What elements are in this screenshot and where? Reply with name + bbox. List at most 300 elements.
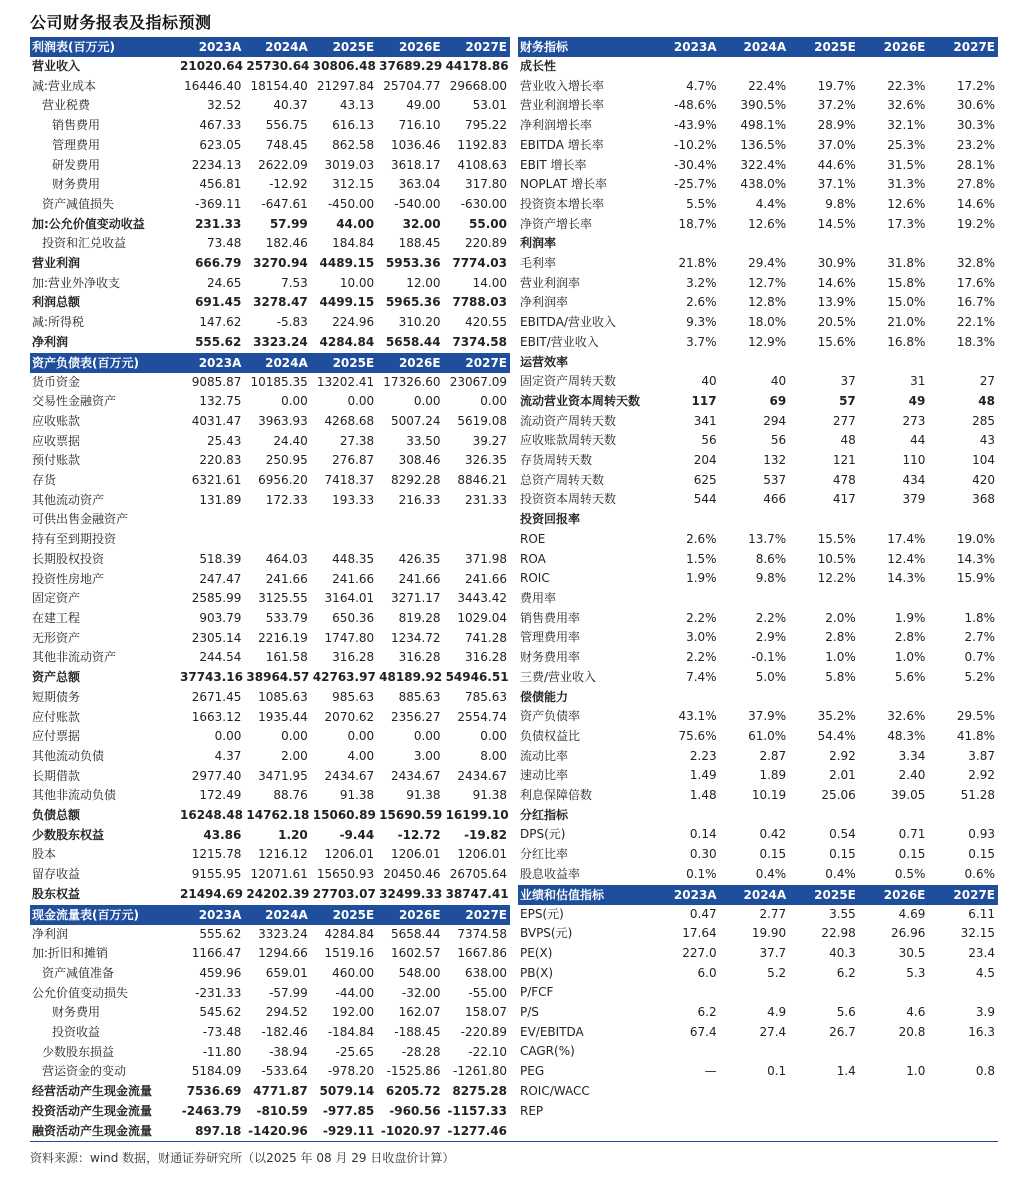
cell-2023A: 2977.40 — [191, 768, 242, 783]
cell-2024A: 37.7 — [759, 945, 787, 960]
cell-2025E: 91.38 — [339, 788, 375, 803]
left-table-row — [30, 215, 510, 235]
cell-2026E: 2356.27 — [390, 709, 441, 724]
cell-2026E — [859, 234, 929, 254]
right-table-row — [518, 707, 998, 727]
cell-2024A: -810.59 — [256, 1103, 308, 1118]
cell-2023A — [650, 1042, 720, 1062]
cell-2027E: 54946.51 — [445, 670, 509, 685]
row-label: 投资资本周转天数 — [520, 492, 617, 507]
cell-2026E: 1.0% — [894, 650, 926, 665]
row-label: 投资活动产生现金流量 — [32, 1103, 153, 1118]
cell-2025E: 7418.37 — [324, 473, 375, 488]
row-label: 长期借款 — [32, 768, 81, 783]
cell-2025E: 54.4% — [817, 728, 856, 743]
row-label: 可供出售金融资产 — [32, 512, 129, 527]
cell-2024A: 4.4% — [755, 196, 787, 211]
cell-2023A: 16446.40 — [184, 78, 242, 93]
row-label: 营业税费 — [42, 98, 91, 113]
cell-2023A: 1663.12 — [191, 709, 242, 724]
right-table-row — [518, 1062, 998, 1082]
cell-2024A: -647.61 — [261, 196, 308, 211]
cell-2023A: 25.43 — [207, 433, 242, 448]
cell-2025E: 3164.01 — [324, 591, 375, 606]
left-table-row — [30, 116, 510, 136]
cell-2024A: 2024A — [244, 37, 310, 57]
cell-2025E: 0.00 — [347, 729, 375, 744]
cell-2025E — [789, 1102, 859, 1122]
cell-2023A: 40 — [701, 374, 717, 389]
cell-2024A: -0.1% — [751, 650, 787, 665]
row-label: 资产总额 — [32, 670, 81, 685]
cell-2027E — [928, 983, 998, 1003]
cell-2023A: 247.47 — [199, 571, 242, 586]
cell-2025E: 0.00 — [347, 394, 375, 409]
cell-2026E: 5.3 — [906, 965, 926, 980]
cell-2027E: 2.92 — [968, 768, 995, 783]
right-column — [518, 37, 998, 1121]
cell-2027E: 53.01 — [472, 98, 507, 113]
cell-2023A — [650, 1102, 720, 1122]
cell-2024A: 556.75 — [265, 118, 308, 133]
cell-2027E — [928, 806, 998, 826]
cell-2024A: 294.52 — [265, 1005, 308, 1020]
cell-2024A: 40.37 — [273, 98, 308, 113]
cell-2024A: 241.66 — [265, 571, 308, 586]
row-label: 速动比率 — [520, 768, 569, 783]
right-table-row — [518, 609, 998, 629]
row-label: 投资性房地产 — [32, 571, 105, 586]
cell-2024A: 12071.61 — [250, 867, 308, 882]
right-table-row — [518, 333, 998, 353]
cell-2024A: 19.90 — [751, 926, 787, 941]
cell-2024A: 3323.24 — [253, 334, 308, 349]
cell-2026E: 316.28 — [398, 650, 441, 665]
row-label: 资产减值准备 — [42, 965, 115, 980]
cell-2023A: 1.5% — [686, 551, 717, 566]
cell-2023A: 5.5% — [686, 196, 717, 211]
cell-2025E: 4499.15 — [319, 295, 375, 310]
row-label: 净利润 — [32, 926, 69, 941]
cell-2024A: 537 — [763, 472, 787, 487]
cell-2026E: 308.46 — [398, 453, 441, 468]
right-table-row — [518, 471, 998, 491]
row-label: 利润表(百万元) — [30, 37, 178, 57]
left-table-row — [30, 668, 510, 688]
cell-2023A — [178, 530, 244, 550]
right-table-row — [518, 865, 998, 885]
left-section-header — [30, 905, 510, 925]
cell-2026E: 0.00 — [413, 729, 441, 744]
cell-2026E: 32.6% — [887, 709, 926, 724]
cell-2023A: 1.49 — [689, 768, 717, 783]
cell-2025E: 14.6% — [817, 275, 856, 290]
left-section-header — [30, 37, 510, 57]
cell-2026E: 48.3% — [887, 728, 926, 743]
cell-2027E: 44178.86 — [445, 59, 509, 73]
cell-2025E: 650.36 — [332, 610, 375, 625]
left-column — [30, 37, 510, 1141]
right-table-row — [518, 274, 998, 294]
left-table-row — [30, 925, 510, 945]
cell-2023A: 897.18 — [195, 1123, 242, 1138]
cell-2025E: 25.06 — [821, 788, 856, 803]
row-label: 销售费用率 — [520, 610, 581, 625]
cell-2026E: 44 — [910, 433, 926, 448]
cell-2024A: 13.7% — [748, 531, 787, 546]
cell-2026E — [859, 1102, 929, 1122]
cell-2026E: 379 — [902, 492, 926, 507]
cell-2027E: 5619.08 — [457, 413, 507, 428]
source-note: 资料来源：wind 数据，财通证券研究所（以2025 年 08 月 29 日收盘价计算） — [30, 1151, 455, 1165]
cell-2026E: 32.1% — [887, 118, 926, 133]
cell-2024A: -182.46 — [261, 1025, 308, 1040]
cell-2026E: 15690.59 — [379, 808, 443, 823]
cell-2027E: 638.00 — [465, 965, 507, 980]
cell-2025E: 42763.97 — [312, 670, 376, 685]
cell-2025E: 478 — [832, 472, 856, 487]
cell-2023A — [650, 806, 720, 826]
row-label: 预付账款 — [32, 453, 81, 468]
row-label: 少数股东权益 — [32, 827, 105, 842]
cell-2023A — [650, 57, 720, 77]
cell-2024A: 2024A — [244, 905, 310, 925]
left-financial-table — [30, 37, 510, 1141]
cell-2026E: 1036.46 — [390, 137, 441, 152]
cell-2025E: 43.13 — [339, 98, 375, 113]
cell-2026E: 32.00 — [402, 216, 441, 231]
cell-2024A: 5.0% — [755, 669, 787, 684]
cell-2027E — [928, 57, 998, 77]
right-table-row — [518, 372, 998, 392]
left-table-row — [30, 885, 510, 905]
cell-2027E: 29.5% — [956, 709, 995, 724]
cell-2027E — [928, 234, 998, 254]
cell-2024A: 466 — [763, 492, 787, 507]
cell-2024A: 161.58 — [265, 650, 308, 665]
cell-2026E: -28.28 — [401, 1044, 441, 1059]
right-table-row — [518, 1102, 998, 1122]
cell-2023A: -369.11 — [195, 196, 242, 211]
cell-2025E — [789, 983, 859, 1003]
cell-2023A: 32.52 — [207, 98, 242, 113]
cell-2024A: 2216.19 — [258, 630, 308, 645]
cell-2023A: 518.39 — [199, 551, 242, 566]
cell-2023A: 4.7% — [686, 78, 717, 93]
row-label: 固定资产 — [32, 591, 81, 606]
cell-2026E: 2026E — [859, 37, 929, 57]
cell-2026E: 0.15 — [898, 847, 926, 862]
cell-2024A: 1216.12 — [258, 847, 308, 862]
cell-2027E: 317.80 — [465, 177, 507, 192]
cell-2027E: 6.11 — [968, 906, 995, 921]
cell-2026E — [859, 806, 929, 826]
cell-2023A: 555.62 — [195, 334, 242, 349]
cell-2025E: 2025E — [789, 885, 859, 905]
left-table-row — [30, 274, 510, 294]
right-table-row — [518, 628, 998, 648]
cell-2023A: 43.1% — [678, 709, 717, 724]
cell-2024A: -5.83 — [276, 315, 308, 330]
cell-2025E: 1.4 — [836, 1064, 856, 1079]
row-label: 净资产增长率 — [520, 216, 593, 231]
right-table-row — [518, 175, 998, 195]
cell-2024A: 0.15 — [759, 847, 787, 862]
cell-2025E: 0.15 — [829, 847, 856, 862]
cell-2026E: 434 — [902, 472, 926, 487]
row-label: 长期股权投资 — [32, 551, 105, 566]
cell-2024A: 172.33 — [265, 492, 308, 507]
cell-2025E: 19.7% — [817, 78, 856, 93]
cell-2024A: 464.03 — [265, 551, 308, 566]
cell-2023A — [650, 510, 720, 530]
cell-2023A: 131.89 — [199, 492, 242, 507]
cell-2024A: 25730.64 — [246, 59, 310, 73]
left-table-row — [30, 254, 510, 274]
cell-2025E: 192.00 — [332, 1005, 375, 1020]
cell-2027E: -220.89 — [460, 1025, 507, 1040]
cell-2025E: -450.00 — [327, 196, 375, 211]
cell-2023A: 9155.95 — [191, 867, 242, 882]
cell-2026E: -540.00 — [394, 196, 441, 211]
cell-2025E: 2025E — [789, 37, 859, 57]
cell-2023A: — — [704, 1064, 717, 1079]
left-table-row — [30, 708, 510, 728]
cell-2025E: 417 — [832, 492, 856, 507]
cell-2023A: 231.33 — [195, 216, 242, 231]
left-table-row — [30, 1122, 510, 1142]
cell-2027E: -630.00 — [460, 196, 507, 211]
cell-2024A: 10185.35 — [250, 374, 308, 389]
cell-2027E: -1261.80 — [453, 1064, 507, 1079]
row-label: 货币资金 — [32, 374, 81, 389]
left-table-row — [30, 530, 510, 550]
cell-2027E: 2027E — [928, 885, 998, 905]
row-label: 分红指标 — [520, 807, 569, 822]
cell-2027E: 7774.03 — [452, 256, 507, 271]
right-table-row — [518, 747, 998, 767]
cell-2027E: 2027E — [444, 353, 510, 373]
cell-2024A: 12.9% — [748, 334, 787, 349]
cell-2027E: 4108.63 — [457, 157, 507, 172]
cell-2023A: 691.45 — [195, 295, 242, 310]
cell-2024A: 12.7% — [748, 275, 787, 290]
row-label: ROA — [520, 551, 546, 566]
cell-2025E: 2.01 — [829, 768, 856, 783]
left-table-row — [30, 767, 510, 787]
cell-2025E: 12.2% — [817, 571, 856, 586]
cell-2025E: -978.20 — [327, 1064, 375, 1079]
row-label: 偿债能力 — [520, 689, 569, 704]
cell-2026E: 2434.67 — [390, 768, 441, 783]
cell-2023A: -43.9% — [674, 118, 717, 133]
cell-2026E: -188.45 — [394, 1025, 441, 1040]
row-label: 现金流量表(百万元) — [30, 905, 178, 925]
cell-2027E: 3.9 — [975, 1005, 995, 1020]
cell-2026E: 2026E — [377, 353, 443, 373]
cell-2026E: 32499.33 — [379, 886, 443, 901]
right-table-row — [518, 905, 998, 925]
cell-2025E: 4284.84 — [324, 926, 375, 941]
cell-2026E: 241.66 — [398, 571, 441, 586]
cell-2025E: 44.6% — [817, 157, 856, 172]
cell-2024A: 10.19 — [751, 788, 787, 803]
cell-2026E: 2.40 — [898, 768, 926, 783]
cell-2027E: 420.55 — [465, 315, 507, 330]
left-table-row — [30, 293, 510, 313]
cell-2025E — [789, 57, 859, 77]
cell-2024A: 250.95 — [265, 453, 308, 468]
cell-2025E: 1747.80 — [324, 630, 375, 645]
cell-2023A: -73.48 — [202, 1025, 242, 1040]
row-label: 股息收益率 — [520, 866, 581, 881]
cell-2025E: 5079.14 — [319, 1084, 375, 1099]
row-label: 财务费用 — [52, 177, 101, 192]
left-table-row — [30, 727, 510, 747]
cell-2025E: 2070.62 — [324, 709, 375, 724]
row-label: 净利润增长率 — [520, 118, 593, 133]
cell-2026E: 188.45 — [398, 236, 441, 251]
cell-2027E: 43 — [979, 433, 995, 448]
cell-2027E — [928, 510, 998, 530]
cell-2026E: 5658.44 — [390, 926, 441, 941]
cell-2027E: 1.8% — [964, 610, 995, 625]
left-table-row — [30, 984, 510, 1004]
cell-2026E: 31.8% — [887, 256, 926, 271]
right-section-title — [518, 510, 998, 530]
cell-2027E: 18.3% — [956, 334, 995, 349]
cell-2027E: 371.98 — [465, 551, 507, 566]
cell-2027E: 795.22 — [465, 118, 507, 133]
page-title: 公司财务报表及指标预测 — [30, 13, 212, 32]
cell-2024A: 498.1% — [740, 118, 787, 133]
cell-2024A: 37.9% — [748, 709, 787, 724]
cell-2024A: 1.89 — [759, 768, 787, 783]
cell-2026E: 1206.01 — [390, 847, 441, 862]
row-label: 利润率 — [520, 236, 557, 251]
cell-2024A — [244, 530, 310, 550]
cell-2027E: 14.6% — [956, 196, 995, 211]
cell-2025E: 30.9% — [817, 256, 856, 271]
cell-2027E: 23.4 — [968, 945, 995, 960]
left-table-row — [30, 1043, 510, 1063]
row-label: 留存收益 — [32, 867, 81, 882]
cell-2027E: 14.3% — [956, 551, 995, 566]
row-label: 负债权益比 — [520, 728, 581, 743]
cell-2026E: 548.00 — [398, 965, 441, 980]
cell-2023A: 7536.69 — [186, 1084, 242, 1099]
cell-2023A: 17.64 — [682, 926, 717, 941]
cell-2026E: 20.8 — [898, 1024, 926, 1039]
right-table-row — [518, 668, 998, 688]
left-table-row — [30, 865, 510, 885]
cell-2027E: 5.2% — [964, 669, 995, 684]
cell-2025E: 4268.68 — [324, 413, 375, 428]
right-section-title — [518, 806, 998, 826]
cell-2024A: 1085.63 — [258, 689, 308, 704]
row-label: 经营活动产生现金流量 — [32, 1084, 153, 1099]
right-section-title — [518, 234, 998, 254]
cell-2024A: 2.2% — [755, 610, 787, 625]
right-section-header — [518, 37, 998, 57]
row-label: 管理费用 — [52, 137, 101, 152]
cell-2027E: 26705.64 — [449, 867, 507, 882]
cell-2024A — [720, 510, 790, 530]
cell-2024A: 132 — [763, 453, 787, 468]
right-table-row — [518, 254, 998, 274]
right-table-row — [518, 431, 998, 451]
row-label: 业绩和估值指标 — [518, 885, 650, 905]
right-indicator-table — [518, 37, 998, 1121]
row-label: 三费/营业收入 — [520, 669, 597, 684]
cell-2025E: 40.3 — [829, 945, 856, 960]
cell-2026E — [859, 1042, 929, 1062]
cell-2027E — [928, 688, 998, 708]
cell-2027E: 28.1% — [956, 157, 995, 172]
cell-2026E — [859, 589, 929, 609]
right-table-row — [518, 944, 998, 964]
row-label: 销售费用 — [52, 118, 101, 133]
cell-2025E: 27703.07 — [312, 886, 376, 901]
row-label: 其他非流动负债 — [32, 788, 117, 803]
cell-2027E: 0.15 — [968, 847, 995, 862]
cell-2027E: 30.6% — [956, 98, 995, 113]
cell-2026E: 12.6% — [887, 196, 926, 211]
row-label: 运营效率 — [520, 354, 569, 369]
cell-2027E: 19.2% — [956, 216, 995, 231]
cell-2026E — [377, 510, 443, 530]
cell-2023A: 21020.64 — [180, 59, 244, 73]
cell-2027E — [928, 1102, 998, 1122]
cell-2025E: 9.8% — [825, 196, 856, 211]
cell-2024A: 0.1 — [767, 1064, 787, 1079]
left-table-row — [30, 629, 510, 649]
cell-2026E: 5.6% — [894, 669, 926, 684]
cell-2024A: 1935.44 — [258, 709, 308, 724]
right-table-row — [518, 490, 998, 510]
row-label: CAGR(%) — [520, 1044, 575, 1059]
right-table-row — [518, 964, 998, 984]
cell-2025E: -977.85 — [322, 1103, 375, 1118]
cell-2023A: -48.6% — [674, 98, 717, 113]
cell-2024A: 27.4 — [759, 1024, 787, 1039]
cell-2023A: 75.6% — [678, 728, 717, 743]
left-table-row — [30, 156, 510, 176]
cell-2024A: 1.20 — [278, 827, 308, 842]
cell-2027E: 2027E — [444, 37, 510, 57]
cell-2025E: 2025E — [311, 353, 377, 373]
cell-2024A: 24202.39 — [246, 886, 310, 901]
row-label: 费用率 — [520, 590, 557, 605]
cell-2024A — [720, 1082, 790, 1102]
cell-2024A: 2.9% — [755, 630, 787, 645]
cell-2023A: 227.0 — [682, 945, 717, 960]
cell-2026E: 4.69 — [898, 906, 926, 921]
right-table-row — [518, 845, 998, 865]
cell-2025E: 37.2% — [817, 98, 856, 113]
row-label: BVPS(元) — [520, 926, 573, 941]
cell-2023A: 2023A — [178, 353, 244, 373]
cell-2025E — [789, 806, 859, 826]
cell-2024A: 294 — [763, 413, 787, 428]
cell-2026E: 2026E — [377, 37, 443, 57]
cell-2025E: 22.98 — [821, 926, 856, 941]
cell-2023A: 147.62 — [199, 315, 242, 330]
cell-2026E: 12.4% — [887, 551, 926, 566]
cell-2026E: 3271.17 — [390, 591, 441, 606]
cell-2026E: 0.00 — [413, 394, 441, 409]
cell-2023A: 132.75 — [199, 394, 242, 409]
